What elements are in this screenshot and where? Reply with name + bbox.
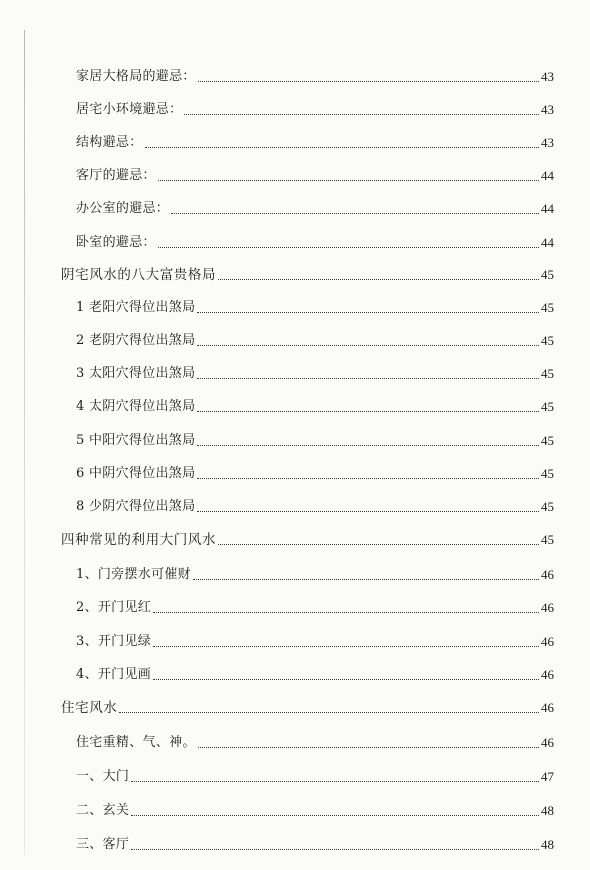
- toc-entry-title: 1 老阳穴得位出煞局: [76, 300, 196, 315]
- toc-section-entry[interactable]: [61, 264, 554, 284]
- toc-section-title: 住宅风水: [61, 700, 118, 716]
- dot-leader: [171, 213, 539, 214]
- dot-leader: [184, 114, 539, 115]
- toc-entry-page: 43: [541, 135, 554, 150]
- dot-leader: [158, 180, 539, 181]
- dot-leader: [197, 411, 539, 412]
- toc-entry[interactable]: [76, 132, 554, 152]
- toc-section-title: 四种常见的利用大门风水: [61, 532, 217, 548]
- toc-entry[interactable]: [76, 66, 554, 86]
- toc-entry-title: 3、开门见绿: [76, 634, 152, 649]
- dot-leader: [197, 478, 539, 479]
- dot-leader: [218, 279, 539, 280]
- toc-entry-title: 8 少阴穴得位出煞局: [76, 499, 196, 514]
- toc-entry-page: 44: [541, 201, 554, 216]
- toc-section-entry[interactable]: [61, 529, 554, 549]
- toc-entry-page: 45: [541, 300, 554, 315]
- toc-entry[interactable]: [76, 766, 554, 786]
- dot-leader: [153, 646, 539, 647]
- toc-entry-page: 43: [541, 69, 554, 84]
- toc-entry-title: 一、大门: [76, 769, 130, 784]
- toc-entry-page: 45: [541, 366, 554, 381]
- dot-leader: [197, 445, 539, 446]
- toc-entry[interactable]: [76, 597, 554, 617]
- toc-entry-page: 47: [541, 769, 554, 784]
- dot-leader: [145, 147, 539, 148]
- toc-entry[interactable]: [76, 99, 554, 119]
- dot-leader: [131, 815, 539, 816]
- toc-entry-title: 家居大格局的避忌：: [76, 69, 196, 84]
- toc-section-title: 阴宅风水的八大富贵格局: [61, 267, 217, 283]
- toc-entry[interactable]: [76, 165, 554, 185]
- toc-entry[interactable]: [76, 297, 554, 317]
- toc-entry-title: 4、开门见画: [76, 667, 152, 682]
- dot-leader: [198, 81, 539, 82]
- dot-leader: [197, 378, 539, 379]
- toc-entry-page: 45: [541, 333, 554, 348]
- dot-leader: [119, 712, 539, 713]
- toc-entry[interactable]: [76, 800, 554, 820]
- toc-entry-title: 三、客厅: [76, 837, 130, 852]
- toc-entry-title: 4 太阴穴得位出煞局: [76, 399, 196, 414]
- toc-entry[interactable]: [76, 732, 554, 752]
- toc-entry-page: 43: [541, 102, 554, 117]
- dot-leader: [218, 544, 539, 545]
- toc-entry-page: 46: [541, 700, 554, 715]
- toc-entry-title: 二、玄关: [76, 803, 130, 818]
- toc-entry-page: 48: [541, 803, 554, 818]
- toc-entry-page: 45: [541, 466, 554, 481]
- dot-leader: [197, 511, 539, 512]
- toc-entry[interactable]: [76, 564, 554, 584]
- toc-entry[interactable]: [76, 232, 554, 252]
- dot-leader: [197, 312, 539, 313]
- toc-entry-title: 结构避忌：: [76, 135, 143, 150]
- toc-entry-page: 48: [541, 837, 554, 852]
- toc-entry[interactable]: [76, 430, 554, 450]
- dot-leader: [158, 247, 539, 248]
- toc-entry-title: 客厅的避忌：: [76, 168, 156, 183]
- dot-leader: [198, 747, 539, 748]
- toc-entry-title: 居宅小环境避忌：: [76, 102, 183, 117]
- toc-entry[interactable]: [76, 363, 554, 383]
- dot-leader: [131, 781, 539, 782]
- dot-leader: [131, 849, 539, 850]
- toc-entry-page: 46: [541, 667, 554, 682]
- toc-entry-page: 46: [541, 735, 554, 750]
- toc-entry-title: 6 中阴穴得位出煞局: [76, 466, 196, 481]
- toc-entry-title: 3 太阳穴得位出煞局: [76, 366, 196, 381]
- toc-entry-title: 1、门旁摆水可催财: [76, 567, 191, 582]
- toc-entry[interactable]: [76, 496, 554, 516]
- toc-entry-page: 45: [541, 399, 554, 414]
- toc-entry-page: 45: [541, 433, 554, 448]
- toc-entry-page: 45: [541, 532, 554, 547]
- toc-entry-page: 46: [541, 567, 554, 582]
- toc-entry[interactable]: [76, 631, 554, 651]
- dot-leader: [197, 345, 539, 346]
- dot-leader: [193, 579, 539, 580]
- toc-entry[interactable]: [76, 198, 554, 218]
- toc-entry[interactable]: [76, 330, 554, 350]
- toc-entry[interactable]: [76, 664, 554, 684]
- toc-entry-page: 44: [541, 235, 554, 250]
- toc-entry-page: 45: [541, 499, 554, 514]
- toc-entry-page: 46: [541, 600, 554, 615]
- toc-entry[interactable]: [76, 834, 554, 854]
- toc-entry-title: 2 老阴穴得位出煞局: [76, 333, 196, 348]
- toc-entry[interactable]: [76, 463, 554, 483]
- dot-leader: [153, 679, 539, 680]
- toc-entry[interactable]: [76, 396, 554, 416]
- toc-entry-title: 卧室的避忌：: [76, 235, 156, 250]
- toc-entry-title: 5 中阳穴得位出煞局: [76, 433, 196, 448]
- dot-leader: [153, 612, 539, 613]
- toc-section-entry[interactable]: [61, 697, 554, 717]
- toc-entry-title: 住宅重精、气、神。: [76, 735, 196, 750]
- toc-entry-page: 44: [541, 168, 554, 183]
- toc-entry-page: 45: [541, 267, 554, 282]
- toc-entry-page: 46: [541, 634, 554, 649]
- toc-entry-title: 2、开门见红: [76, 600, 152, 615]
- toc-entry-title: 办公室的避忌：: [76, 201, 170, 216]
